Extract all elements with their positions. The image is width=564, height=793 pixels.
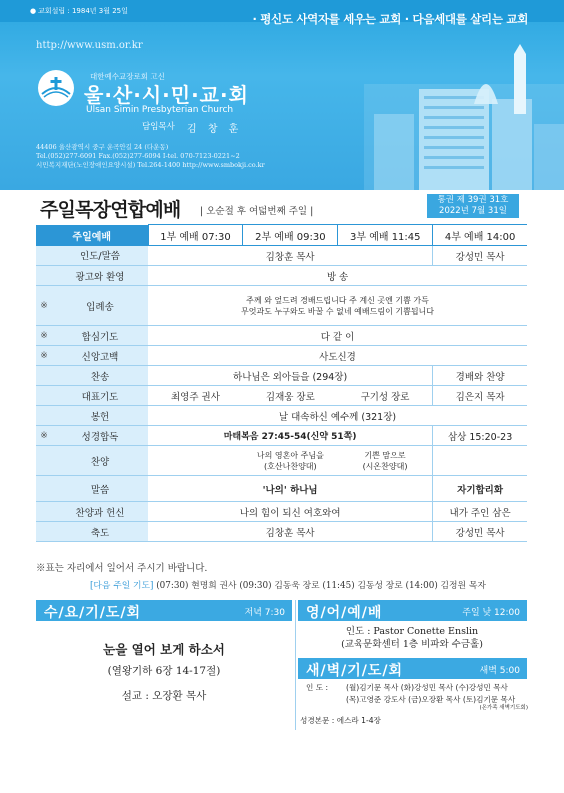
row-value-1st: 최영주 권사 bbox=[148, 386, 243, 406]
denomination: 대한예수교장로회 고신 bbox=[90, 72, 165, 81]
row-value-4th: 강성민 목사 bbox=[433, 522, 527, 542]
row-label: 입례송 bbox=[52, 286, 148, 326]
header-banner bbox=[0, 0, 564, 190]
stand-mark: ※ bbox=[36, 326, 52, 346]
stand-mark: ※ bbox=[36, 346, 52, 366]
row-value-4th: 강성민 목사 bbox=[433, 246, 527, 266]
row-label: 찬송 bbox=[52, 366, 148, 386]
row-value-4th: 김은지 목자 bbox=[433, 386, 527, 406]
wednesday-verse: (열왕기하 6장 14-17절) bbox=[107, 665, 221, 677]
section-divider bbox=[295, 600, 296, 730]
english-leader: 인도 : Pastor Conette Enslin bbox=[345, 626, 479, 637]
row-label: 인도/말씀 bbox=[52, 246, 148, 266]
dawn-prayer-header bbox=[298, 658, 527, 679]
pastor-label: 담임목사 bbox=[142, 122, 175, 132]
table-row-creed bbox=[36, 346, 527, 366]
table-row-benediction bbox=[36, 522, 527, 542]
dawn-title: 새/벽/기/도/회 bbox=[306, 663, 404, 679]
anthem-title: 기쁜 맘으로 bbox=[364, 450, 406, 460]
church-url[interactable]: http://www.usm.or.kr bbox=[36, 40, 143, 51]
choir-anthem-b bbox=[338, 446, 433, 476]
row-value bbox=[148, 286, 527, 326]
row-label: 축도 bbox=[52, 522, 148, 542]
row-value-2nd: 김재웅 장로 bbox=[243, 386, 338, 406]
table-row-dedication bbox=[36, 502, 527, 522]
dawn-leaders-2: (목)고영준 강도사 (금)오장환 목사 (토)김기문 목사 bbox=[346, 694, 516, 704]
row-value: 방 송 bbox=[148, 266, 527, 286]
wednesday-time: 저녁 7:30 bbox=[244, 608, 285, 618]
service-time-2: 2부 예배 09:30 bbox=[243, 225, 338, 246]
stand-mark: ※ bbox=[36, 286, 52, 326]
table-row-reading bbox=[36, 426, 527, 446]
church-building-illustration bbox=[364, 44, 564, 190]
row-label: 봉헌 bbox=[52, 406, 148, 426]
table-row-offering bbox=[36, 406, 527, 426]
row-value: 마태복음 27:45-54(신약 51쪽) bbox=[148, 426, 433, 446]
church-motto: · 평신도 사역자를 세우는 교회 · 다음세대를 살리는 교회 bbox=[252, 12, 528, 26]
wednesday-sermon-title: 눈을 열어 보게 하소서 bbox=[103, 642, 225, 657]
service-header-row bbox=[36, 225, 527, 246]
table-row-welcome bbox=[36, 266, 527, 286]
church-name-korean: 울·산·시·민·교·회 bbox=[84, 83, 249, 107]
page-title: 주일목장연합예배 bbox=[40, 199, 181, 221]
church-logo-icon bbox=[38, 70, 74, 106]
choir-name: (호산나찬양대) bbox=[264, 461, 317, 471]
dawn-leader-row bbox=[300, 682, 528, 694]
row-value-3rd: 구기성 장로 bbox=[338, 386, 433, 406]
table-row-pray bbox=[36, 326, 527, 346]
service-time-3: 3부 예배 11:45 bbox=[338, 225, 433, 246]
dawn-bible-text: 성경본문 : 에스라 1-4장 bbox=[300, 716, 381, 725]
table-row-hymn bbox=[36, 366, 527, 386]
row-value: 나의 힘이 되신 여호와여 bbox=[148, 502, 433, 522]
sermon-title-4th: 자기합리화 bbox=[433, 476, 527, 502]
standing-note: ※표는 자리에서 일어서 주시기 바랍니다. bbox=[36, 563, 208, 574]
dawn-prayer-body bbox=[300, 682, 528, 727]
row-label: 광고와 환영 bbox=[52, 266, 148, 286]
prayer-tag: [다음 주일 기도] bbox=[90, 581, 154, 591]
row-value: 사도신경 bbox=[148, 346, 527, 366]
service-time-1: 1부 예배 07:30 bbox=[148, 225, 243, 246]
english-location: (교육문화센터 1층 비파와 수금홀) bbox=[341, 639, 483, 650]
table-row-sermon bbox=[36, 476, 527, 502]
wednesday-prayer-body bbox=[36, 622, 292, 718]
service-time-4: 4부 예배 14:00 bbox=[433, 225, 527, 246]
prayer-schedule: (07:30) 현명희 권사 (09:30) 김동욱 장로 (11:45) 김동성 장로 (14:00) 김정원 목자 bbox=[156, 581, 486, 591]
english-title: 영/어/예/배 bbox=[306, 605, 383, 621]
service-order-table bbox=[36, 224, 527, 542]
row-value-4th: 삼상 15:20-23 bbox=[433, 426, 527, 446]
address-line: 44406 울산광역시 중구 운곡안길 24 (다운동) bbox=[36, 143, 169, 151]
row-value: 김창훈 목사 bbox=[148, 246, 433, 266]
row-label: 찬양과 헌신 bbox=[52, 502, 148, 522]
choir-name: (시온찬양대) bbox=[362, 461, 408, 471]
established-date: ● 교회설립 : 1984년 3월 25일 bbox=[30, 6, 128, 16]
english-worship-header bbox=[298, 600, 527, 621]
dawn-leader-row bbox=[300, 694, 528, 706]
dawn-leader-label: 인 도 : bbox=[306, 683, 329, 692]
row-label: 합심기도 bbox=[52, 326, 148, 346]
table-row-leader bbox=[36, 246, 527, 266]
lyrics-line: 주께 와 엎드려 경배드립니다 주 계신 곳엔 기쁨 가득 bbox=[246, 295, 429, 305]
row-label: 신앙고백 bbox=[52, 346, 148, 366]
table-row-choir bbox=[36, 446, 527, 476]
row-value: 날 대속하신 예수께 (321장) bbox=[148, 406, 527, 426]
church-name-english: Ulsan Simin Presbyterian Church bbox=[86, 105, 234, 115]
english-worship-body bbox=[297, 622, 527, 651]
row-label: 성경합독 bbox=[52, 426, 148, 446]
contact-line: Tel.(052)277-6091 Fax.(052)277-6094 I-tel. 070-7123-0221~2 bbox=[36, 152, 240, 160]
row-value-4th: 경배와 찬양 bbox=[433, 366, 527, 386]
table-row-call bbox=[36, 286, 527, 326]
issue-date: 2022년 7월 31일 bbox=[439, 206, 507, 216]
wednesday-prayer-header bbox=[36, 600, 292, 621]
issue-badge bbox=[427, 194, 519, 218]
row-label: 말씀 bbox=[52, 476, 148, 502]
table-row-rep-prayer bbox=[36, 386, 527, 406]
row-label: 찬양 bbox=[52, 446, 148, 476]
row-value: 하나님은 외아들을 (294장) bbox=[148, 366, 433, 386]
row-label: 대표기도 bbox=[52, 386, 148, 406]
service-header-label: 주일예배 bbox=[36, 225, 148, 246]
lyrics-line: 무엇과도 누구와도 바꿀 수 없네 예배드림이 기쁨됩니다 bbox=[241, 306, 434, 316]
wednesday-title: 수/요/기/도/회 bbox=[44, 605, 142, 621]
row-value: 다 같 이 bbox=[148, 326, 527, 346]
liturgical-week: | 오순절 후 여덟번째 주일 | bbox=[200, 206, 314, 217]
pastor-name: 김 창 훈 bbox=[187, 124, 243, 135]
row-value: 김창훈 목사 bbox=[148, 522, 433, 542]
issue-volume: 통권 제 39권 31호 bbox=[437, 195, 509, 205]
stand-mark: ※ bbox=[36, 426, 52, 446]
anthem-title: 나의 영혼아 주님을 bbox=[256, 450, 324, 460]
wednesday-preacher: 설교 : 오장환 목사 bbox=[121, 690, 207, 702]
dawn-leaders-1: (월)김기문 목사 (화)강성민 목사 (수)강성민 목사 bbox=[346, 683, 508, 692]
dawn-time: 새벽 5:00 bbox=[479, 666, 520, 676]
choir-anthem-a bbox=[243, 446, 338, 476]
church-address bbox=[36, 143, 265, 170]
row-value-4th: 내가 주인 삼은 bbox=[433, 502, 527, 522]
welfare-line: 시민복지재단(노인장애인요양시설) Tel.264-1400 http://www.smbokji.co.kr bbox=[36, 161, 265, 169]
english-time: 주일 낮 12:00 bbox=[462, 608, 520, 618]
next-week-prayer bbox=[90, 578, 486, 591]
sermon-title: '나의' 하나님 bbox=[148, 476, 433, 502]
dawn-note: (온가족 새벽기도회) bbox=[479, 705, 528, 711]
